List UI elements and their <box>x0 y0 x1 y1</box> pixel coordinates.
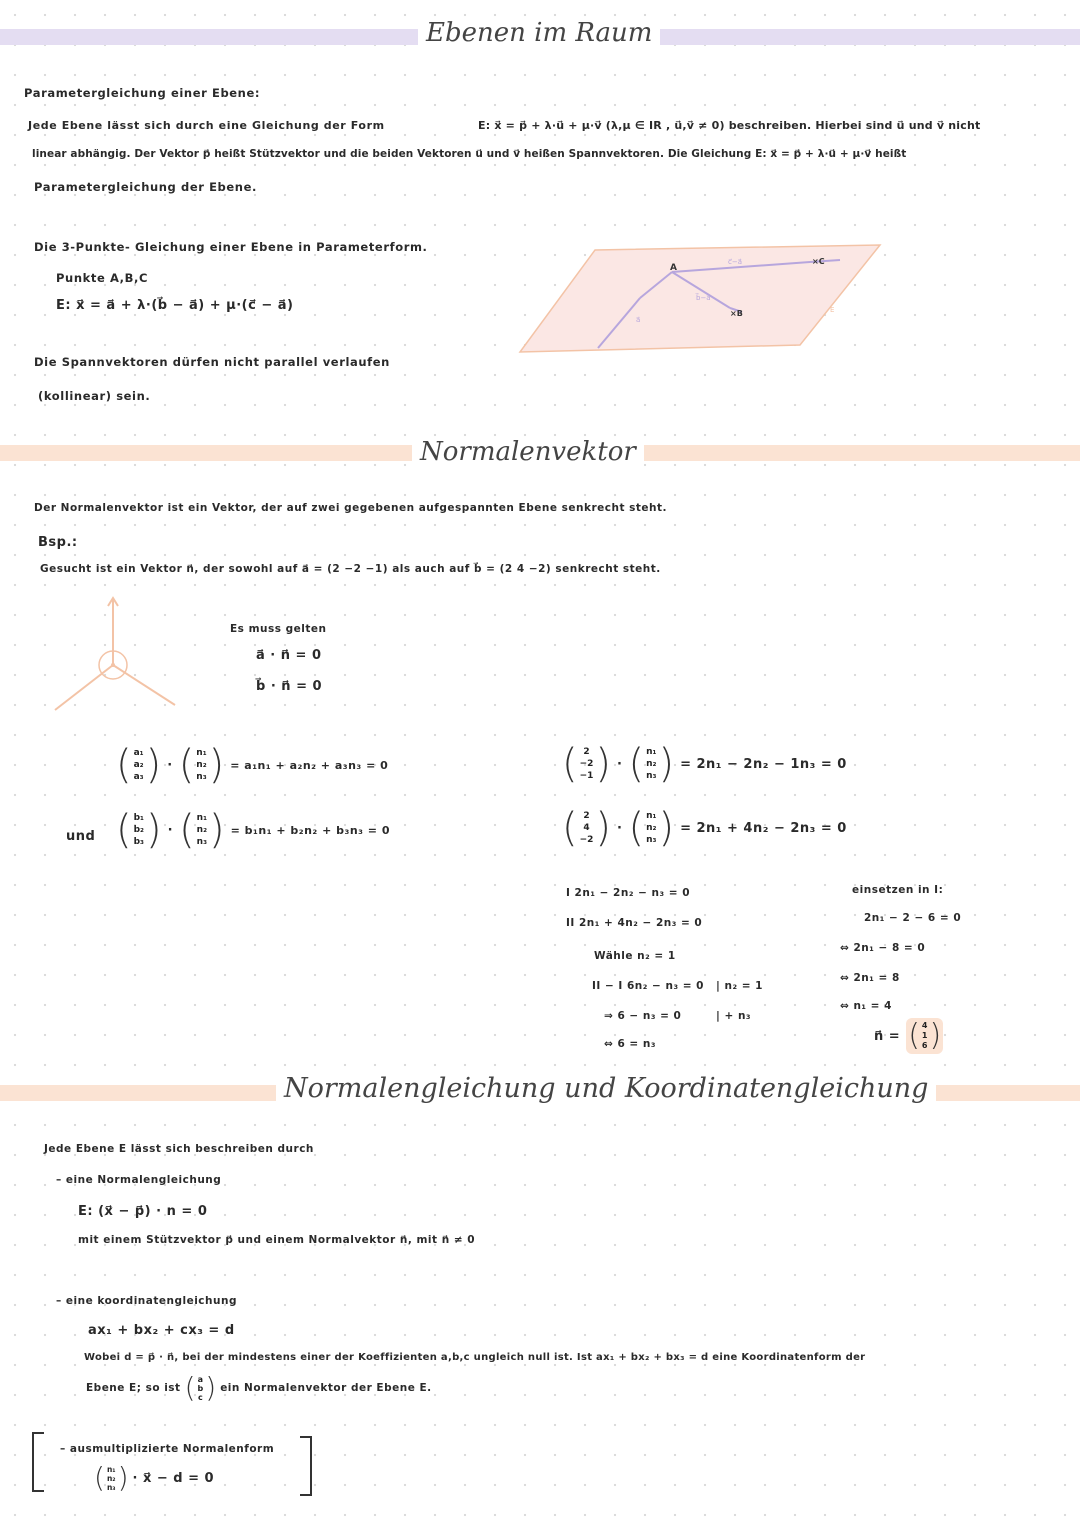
solve-step: ⇔ 6 = n₃ <box>604 1038 656 1050</box>
heading-normalenvektor: Normalenvektor <box>412 437 644 467</box>
expanded-title: – ausmultiplizierte Normalenform <box>60 1443 275 1455</box>
vector-b-line <box>113 665 175 705</box>
choose-n2: Wähle n₂ = 1 <box>594 950 676 962</box>
dot-product-result: = 2n₁ − 2n₂ − 1n₃ = 0 <box>680 756 847 772</box>
system-eq-2: II 2n₁ + 4n₂ − 2n₃ = 0 <box>566 917 703 929</box>
normal-vector-sketch <box>45 590 185 720</box>
right-angle-dot-icon <box>111 663 115 667</box>
solve-step-note: | + n₃ <box>716 1010 752 1022</box>
span-note: Die Spannvektoren dürfen nicht parallel verlaufen <box>34 355 390 369</box>
expanded-equation: ( n₁ n₂ n₃ ) · x⃗ − d = 0 <box>94 1461 215 1494</box>
section3-intro: Jede Ebene E lässt sich beschreiben durch <box>44 1143 314 1155</box>
normal-eq-description: mit einem Stützvektor p⃗ und einem Normalvektor n⃗, mit n⃗ ≠ 0 <box>78 1234 476 1246</box>
label-vec-ac: c⃗−a⃗ <box>728 258 743 266</box>
vector-n-example: ( n₁ n₂ n₃ ) <box>628 741 675 787</box>
condition-a: a⃗ · n⃗ = 0 <box>256 648 322 663</box>
text-line: Jede Ebene lässt sich durch eine Gleichung der Form <box>28 119 385 132</box>
vector-n-general: ( n₁ n₂ n₃ ) <box>179 807 225 853</box>
und-label: und <box>66 829 96 844</box>
heading-normalengleichung: Normalengleichung und Koordinatengleichung <box>276 1073 936 1104</box>
result-vector-highlight: ( 4 1 6 ) <box>908 1018 942 1053</box>
expanded-n-vector: ( n₁ n₂ n₃ ) <box>94 1461 129 1494</box>
normal-definition: Der Normalenvektor ist ein Vektor, der auf zwei gegebenen aufgespannten Ebene senkrecht steht. <box>34 502 667 514</box>
label-c: ×C <box>812 257 825 266</box>
vector-n-general: ( n₁ n₂ n₃ ) <box>178 742 225 788</box>
heading-ebenen-im-raum: Ebenen im Raum <box>418 18 660 48</box>
search-text: Gesucht ist ein Vektor n⃗, der sowohl auf a⃗ = (2 −2 −1) als auch auf b⃗ = (2 4 −2) senkrecht steht. <box>40 563 661 575</box>
insert-step: 2n₁ − 2 − 6 = 0 <box>864 912 962 924</box>
dot-product-result: = 2n₁ + 4n₂ − 2n₃ = 0 <box>680 820 847 836</box>
result-normal-vector: n⃗ = ( 4 1 6 ) <box>874 1018 942 1053</box>
example-dot-product-b: ( 2 4 −2 ) · ( n₁ n₂ n₃ ) = 2n₁ + 4n₂ − 2n₃ = 0 <box>562 805 847 851</box>
plane-diagram <box>510 240 890 360</box>
insert-step: ⇔ 2n₁ = 8 <box>840 972 900 984</box>
example-dot-product-a: ( 2 −2 −1 ) · ( n₁ n₂ n₃ ) = 2n₁ − 2n₂ − 1n₃ = 0 <box>562 741 847 787</box>
dot-product-result: = a₁n₁ + a₂n₂ + a₃n₃ = 0 <box>230 758 389 772</box>
text-line: E: x⃗ = p⃗ + λ·u⃗ + μ·v⃗ (λ,μ ∈ IR , u⃗,v⃗ ≠ 0) beschreiben. Hierbei sind u⃗ und v⃗ nicht <box>478 119 981 132</box>
solve-step: ⇒ 6 − n₃ = 0 <box>604 1010 682 1022</box>
label-b: ×B <box>730 309 743 318</box>
vector-a-general: ( a₁ a₂ a₃ ) <box>116 742 162 788</box>
general-dot-product-b: ( b₁ b₂ b₃ ) · ( n₁ n₂ n₃ ) = b₁n₁ + b₂n₂ + b₃n₃ = 0 <box>116 807 390 853</box>
example-label: Bsp.: <box>38 535 78 550</box>
normal-eq-title: – eine Normalengleichung <box>56 1174 222 1186</box>
coord-description-line2: Ebene E; so ist ( a b c ) ein Normalenvektor der Ebene E. <box>86 1371 432 1404</box>
vector-a-line <box>55 665 113 710</box>
coefficient-vector: ( a b c ) <box>184 1371 217 1404</box>
insert-step: ⇔ n₁ = 4 <box>840 1000 892 1012</box>
label-a: A <box>670 263 677 273</box>
section-title-parametergleichung: Parametergleichung einer Ebene: <box>24 86 261 100</box>
coord-eq-title: – eine koordinatengleichung <box>56 1295 237 1307</box>
vector-b-general: ( b₁ b₂ b₃ ) <box>116 807 162 853</box>
right-bracket <box>300 1436 312 1496</box>
solve-step-note: | n₂ = 1 <box>716 980 763 992</box>
span-note: (kollinear) sein. <box>38 389 151 403</box>
label-vec-a: a⃗ <box>636 316 641 324</box>
condition-b: b⃗ · n⃗ = 0 <box>256 679 323 694</box>
normal-equation: E: (x⃗ − p⃗) · n = 0 <box>78 1204 208 1219</box>
system-eq-1: I 2n₁ − 2n₂ − n₃ = 0 <box>566 887 691 899</box>
text-line: Parametergleichung der Ebene. <box>34 180 257 194</box>
vector-a-example: ( 2 −2 −1 ) <box>562 741 612 787</box>
general-dot-product-a: ( a₁ a₂ a₃ ) · ( n₁ n₂ n₃ ) = a₁n₁ + a₂n₂ + a₃n₃ = 0 <box>116 742 389 788</box>
points-label: Punkte A,B,C <box>56 271 149 285</box>
text-line: linear abhängig. Der Vektor p⃗ heißt Stützvektor und die beiden Vektoren u⃗ und v⃗ heißen Spannvektoren. Die Gleichung E: x⃗ = p⃗ + λ·u⃗ + μ·v⃗ heißt <box>32 148 907 160</box>
coord-description: Wobei d = p⃗ · n⃗, bei der mindestens einer der Koeffizienten a,b,c ungleich null ist. Ist ax₁ + bx₂ + bx₃ = d eine Koordinatenform der <box>84 1352 866 1363</box>
label-vec-ab: b⃗−a⃗ <box>696 294 711 302</box>
insert-step: ⇔ 2n₁ − 8 = 0 <box>840 942 926 954</box>
dot-product-result: = b₁n₁ + b₂n₂ + b₃n₃ = 0 <box>230 823 390 837</box>
insert-title: einsetzen in I: <box>852 884 944 896</box>
coord-equation: ax₁ + bx₂ + cx₃ = d <box>88 1323 235 1338</box>
three-point-title: Die 3-Punkte- Gleichung einer Ebene in Parameterform. <box>34 240 428 254</box>
label-plane-e: E <box>830 306 835 314</box>
three-point-equation: E: x⃗ = a⃗ + λ·(b⃗ − a⃗) + μ·(c⃗ − a⃗) <box>56 298 294 313</box>
must-hold-label: Es muss gelten <box>230 623 327 635</box>
vector-b-example: ( 2 4 −2 ) <box>562 805 612 851</box>
left-bracket <box>32 1432 44 1492</box>
vector-n-example: ( n₁ n₂ n₃ ) <box>628 805 675 851</box>
solve-step: II − I 6n₂ − n₃ = 0 <box>592 980 704 992</box>
